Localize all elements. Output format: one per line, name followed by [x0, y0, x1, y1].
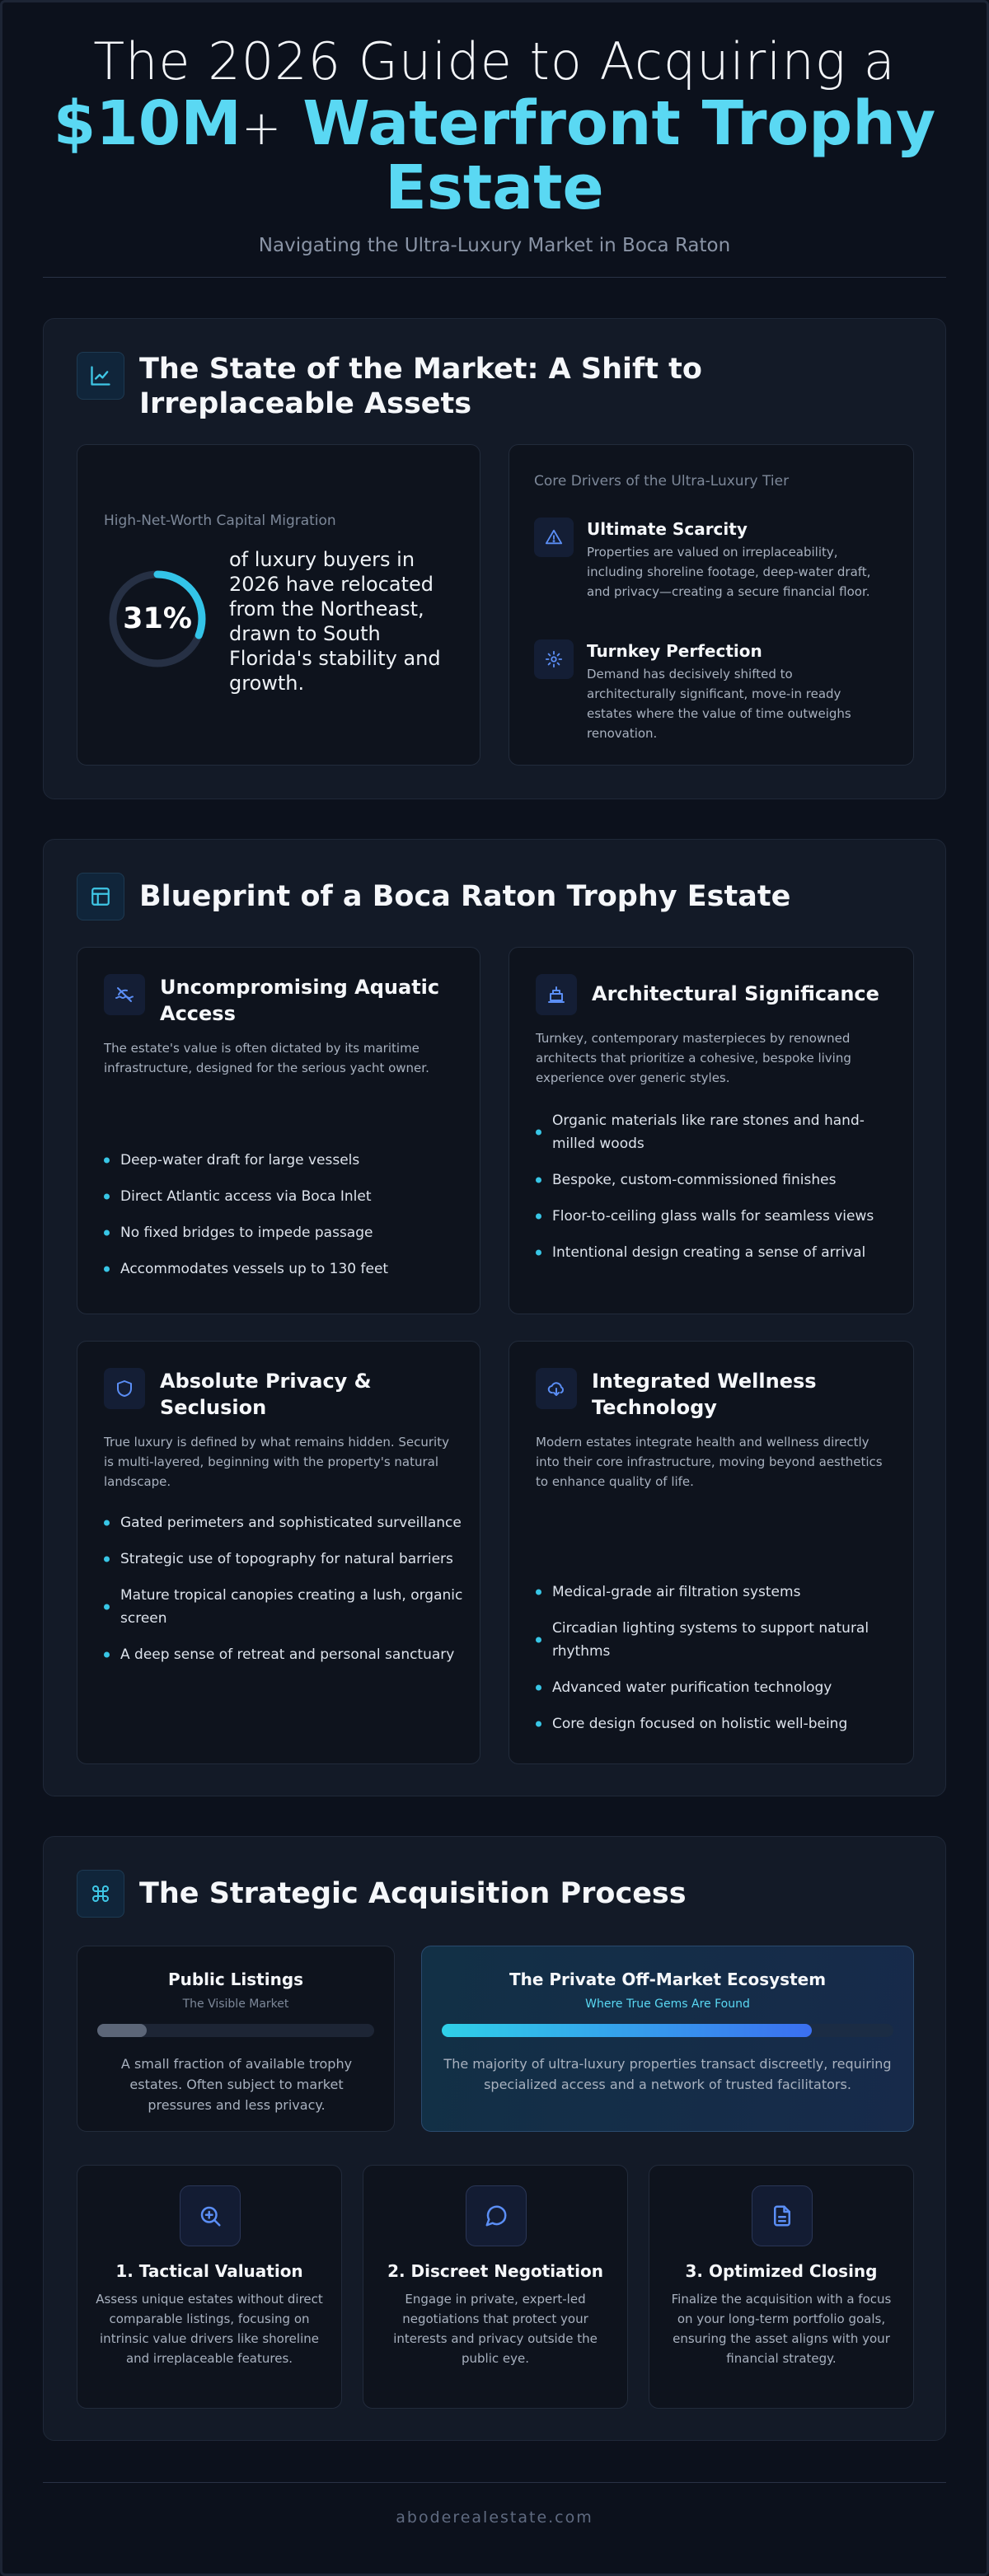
driver-title: Turnkey Perfection: [587, 641, 762, 661]
feature-card-desc: The estate's value is often dictated by its maritime infrastructure, designed for the serious yacht owner.: [104, 1041, 429, 1075]
list-item: Deep-water draft for large vessels: [104, 1149, 466, 1172]
list-item: Mature tropical canopies creating a lush, organic screen: [104, 1584, 466, 1630]
process-section-title: The Strategic Acquisition Process: [139, 1877, 687, 1910]
driver-item: [534, 518, 884, 602]
list-item: Medical-grade air filtration systems: [536, 1581, 898, 1604]
market-section-title: The State of the Market: A Shift to Irreplaceable Assets: [139, 353, 702, 420]
waves-icon: [104, 974, 145, 1015]
feature-card-title: Absolute Privacy & Seclusion: [160, 1370, 372, 1419]
feature-card-architecture: [509, 947, 914, 1314]
process-section-header: [77, 1870, 687, 1918]
process-section: [43, 1836, 946, 2441]
migration-percent: 31%: [123, 602, 192, 635]
migration-text: of luxury buyers in 2026 have relocated from the Northeast, drawn to South Florida's stability and growth.: [229, 548, 441, 695]
driver-title: Ultimate Scarcity: [587, 519, 748, 539]
public-share-bar: [97, 2024, 374, 2037]
public-share-bar-fill: [97, 2024, 147, 2037]
private-market-title: The Private Off-Market Ecosystem: [509, 1969, 827, 1989]
feature-card-privacy: [77, 1341, 480, 1764]
public-listings-desc: A small fraction of available trophy estates. Often subject to market pressures and less privacy.: [120, 2056, 353, 2113]
feature-card-desc: Modern estates integrate health and wellness directly into their core infrastructure, moving beyond aesthetics to enhance quality of life.: [536, 1435, 883, 1489]
blueprint-section-title: Blueprint of a Boca Raton Trophy Estate: [139, 880, 791, 913]
list-item: No fixed bridges to impede passage: [104, 1221, 466, 1244]
drivers-card: [509, 444, 914, 766]
feature-card-header: [104, 974, 457, 1027]
list-item: Strategic use of topography for natural barriers: [104, 1548, 466, 1571]
step-title: 2. Discreet Negotiation: [387, 2261, 603, 2281]
step-card-closing: [649, 2165, 914, 2409]
migration-gauge: [107, 569, 208, 669]
title-line-3: Estate: [385, 152, 604, 224]
feature-card-bullets: [104, 1149, 466, 1294]
private-share-bar: [442, 2024, 893, 2037]
step-card-valuation: [77, 2165, 342, 2409]
private-market-desc: The majority of ultra-luxury properties transact discreetly, requiring specialized access and a network of trusted facilitators.: [443, 2056, 892, 2092]
list-item: Direct Atlantic access via Boca Inlet: [104, 1185, 466, 1208]
private-market-card: [421, 1946, 914, 2132]
chat-bubble-icon: [466, 2185, 527, 2246]
market-section-header: [77, 352, 766, 421]
step-desc: Assess unique estates without direct comparable listings, focusing on intrinsic value drivers like shoreline and irreplaceable features.: [96, 2292, 323, 2366]
drivers-label: Core Drivers of the Ultra-Luxury Tier: [534, 473, 790, 489]
title-line-2-rest: Waterfront Trophy: [302, 88, 936, 160]
step-title: 1. Tactical Valuation: [115, 2261, 303, 2281]
list-item: Floor-to-ceiling glass walls for seamless views: [536, 1205, 898, 1228]
private-share-bar-fill: [442, 2024, 812, 2037]
gear-cube-icon: [534, 639, 574, 679]
feature-card-wellness: [509, 1341, 914, 1764]
public-listings-card: [77, 1946, 395, 2132]
line-chart-icon: [77, 352, 124, 400]
shield-icon: [104, 1368, 145, 1409]
private-market-subtitle: Where True Gems Are Found: [585, 1998, 750, 2011]
title-line-1: The 2026 Guide to Acquiring a: [93, 31, 896, 91]
step-card-negotiation: [363, 2165, 628, 2409]
feature-card-header: [536, 974, 879, 1015]
title-line-2: [0, 88, 989, 160]
list-item: Organic materials like rare stones and hand-milled woods: [536, 1109, 898, 1155]
list-item: Core design focused on holistic well-being: [536, 1712, 898, 1735]
market-section: [43, 318, 946, 799]
list-item: Advanced water purification technology: [536, 1676, 898, 1699]
warning-triangle-icon: [534, 518, 574, 557]
feature-card-title: Uncompromising Aquatic Access: [160, 976, 440, 1025]
public-listings-subtitle: The Visible Market: [182, 1998, 289, 2011]
cloud-download-icon: [536, 1368, 577, 1409]
migration-label: High-Net-Worth Capital Migration: [104, 513, 336, 529]
driver-item: [534, 639, 884, 743]
feature-card-bullets: [536, 1581, 898, 1749]
feature-card-desc: Turnkey, contemporary masterpieces by renowned architects that prioritize a cohesive, bespoke living experience over generic styles.: [536, 1031, 851, 1085]
feature-card-header: [536, 1368, 888, 1421]
layout-icon: [77, 873, 124, 920]
magnify-plus-icon: [180, 2185, 241, 2246]
feature-card-title: Integrated Wellness Technology: [592, 1370, 817, 1419]
header-divider: [43, 277, 946, 278]
page-subtitle: Navigating the Ultra-Luxury Market in Boca Raton: [258, 235, 731, 257]
list-item: Bespoke, custom-commissioned finishes: [536, 1169, 898, 1192]
feature-card-header: [104, 1368, 457, 1421]
feature-card-desc: True luxury is defined by what remains hidden. Security is multi-layered, beginning with the property's natural landscape.: [104, 1435, 449, 1489]
driver-desc: Demand has decisively shifted to architecturally significant, move-in ready estates where the value of time outweighs renovation.: [587, 667, 851, 741]
driver-desc: Properties are valued on irreplaceability, including shoreline footage, deep-water draft, and privacy—creating a secure financial floor.: [587, 545, 871, 599]
title-plus: +: [241, 100, 282, 157]
command-icon: [77, 1870, 124, 1918]
step-desc: Finalize the acquisition with a focus on your long-term portfolio goals, ensuring the asset aligns with your financial strategy.: [671, 2292, 892, 2366]
building-icon: [536, 974, 577, 1015]
feature-card-aquatic: [77, 947, 480, 1314]
blueprint-section-header: [77, 873, 790, 920]
feature-card-bullets: [536, 1109, 898, 1277]
migration-card: [77, 444, 480, 766]
document-icon: [752, 2185, 813, 2246]
page-header: [0, 31, 989, 256]
step-title: 3. Optimized Closing: [685, 2261, 878, 2281]
title-price: $10M: [53, 88, 241, 160]
footer-website[interactable]: aboderealestate.com: [396, 2508, 593, 2527]
step-desc: Engage in private, expert-led negotiations that protect your interests and privacy outside the public eye.: [393, 2292, 598, 2366]
feature-card-bullets: [104, 1511, 466, 1679]
list-item: Accommodates vessels up to 130 feet: [104, 1258, 466, 1281]
footer-divider: [43, 2482, 946, 2483]
list-item: Intentional design creating a sense of arrival: [536, 1241, 898, 1264]
blueprint-section: [43, 839, 946, 1796]
feature-card-title: Architectural Significance: [592, 982, 879, 1005]
list-item: A deep sense of retreat and personal sanctuary: [104, 1643, 466, 1666]
list-item: Circadian lighting systems to support natural rhythms: [536, 1617, 898, 1663]
public-listings-title: Public Listings: [167, 1969, 304, 1989]
list-item: Gated perimeters and sophisticated surveillance: [104, 1511, 466, 1534]
